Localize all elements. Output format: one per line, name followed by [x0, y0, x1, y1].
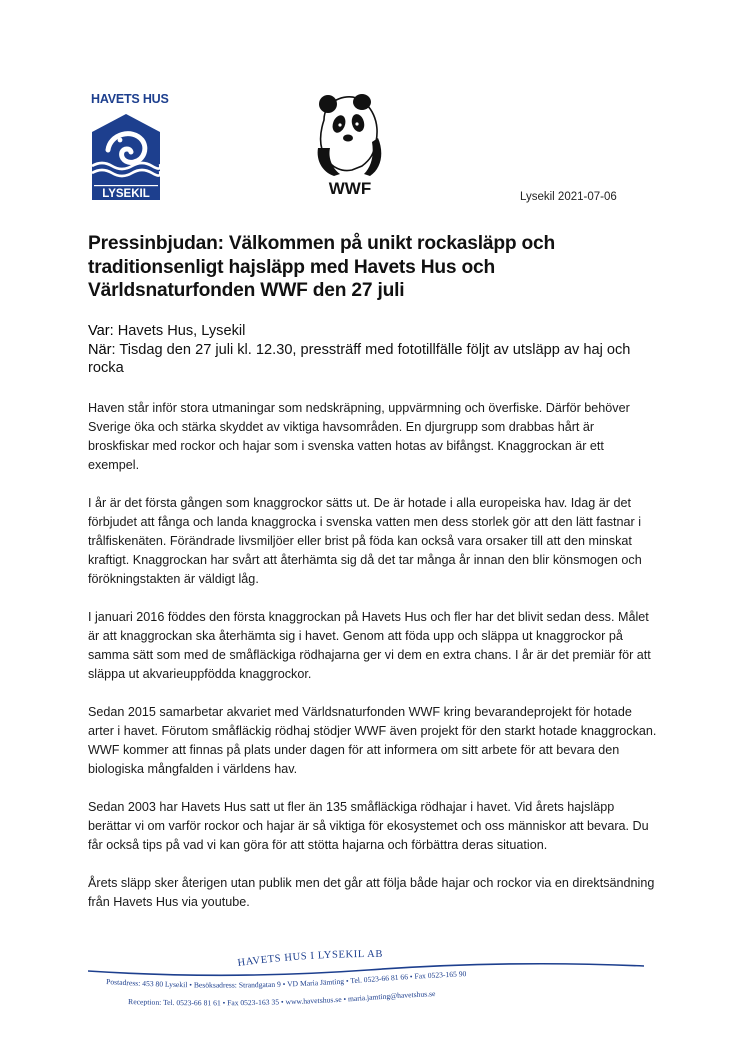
location-label: Var:: [88, 323, 114, 339]
body-paragraph: Sedan 2003 har Havets Hus satt ut fler än 135 småfläckiga rödhajar i havet. Vid årets hajsläpp berättar vi om varför rockor och hajar är så viktiga för ekosystemet och oss människor att bevara. Du får också tips på vad vi kan göra för att stötta hajarna och förbättra deras situation.: [88, 800, 649, 852]
press-body: [88, 399, 658, 931]
body-paragraph: Årets släpp sker återigen utan publik men det går att följa både hajar och rockor via en direktsändning från Havets Hus via youtube.: [88, 876, 655, 909]
time-label: När: [88, 341, 112, 358]
event-location: [88, 322, 658, 341]
body-paragraph: I år är det första gången som knaggrockor sätts ut. De är hotade i alla europeiska hav. Idag är det förbjudet att fånga och landa knaggrocka i svenska vatten men dess storlek gör att den lätt fastnar i trålfiskenäten. Förändrade livsmiljöer eller brist på föda kan också vara orsaker till att den minskat kraftigt. Knaggrockan har svårt att återhämta sig då det tar många år innan den blir könsmogen och förökningstakten är väldigt låg.: [88, 496, 642, 586]
press-title: Pressinbjudan: Välkommen på unikt rockasläpp och traditionsenligt hajsläpp med Havets Hus och Världsnaturfonden WWF den 27 juli: [88, 233, 556, 301]
havets-hus-logo-text: HAVETS HUS: [91, 92, 169, 106]
wwf-panda-logo: [312, 90, 390, 200]
footer-company: HAVETS HUS I LYSEKIL AB: [236, 948, 384, 969]
document-date: Lysekil 2021-07-06: [520, 191, 617, 203]
footer-address-line: Postadress: 453 80 Lysekil • Besöksadress: Strandgatan 9 • VD Maria Jämting • Tel. 0523-66 81 66 • Fax 0523-165 90: [105, 969, 467, 990]
body-paragraph: Sedan 2015 samarbetar akvariet med Världsnaturfonden WWF kring bevarandeprojekt för hotade arter i havet. Förutom småfläckig rödhaj stödjer WWF även projekt för den starkt hotade knaggrockan. WWF kommer att finnas på plats under dagen för att informera om sitt arbete för att bevara den biologiska mångfalden i världens hav.: [88, 705, 657, 776]
havets-hus-logo-bottom-text: LYSEKIL: [102, 188, 150, 200]
footer-graphic: [88, 944, 644, 1014]
location-value: Havets Hus, Lysekil: [113, 323, 246, 339]
body-paragraph: Haven står inför stora utmaningar som nedskräpning, uppvärmning och överfiske. Därför behöver Sverige öka och stärka skyddet av viktiga havsområden. En djurgrupp som drabbas hårt är broskfiskar med rockor och hajar som i svenska vatten hotas av bifångst. Knaggrockan är ett exempel.: [88, 401, 630, 472]
time-value: : Tisdag den 27 juli kl. 12.30, pressträff med fototillfälle följt av utsläpp av haj och rocka: [88, 341, 631, 376]
havets-hus-emblem-icon: [88, 110, 164, 200]
letterhead-footer: [88, 944, 644, 1014]
wwf-logo-text: WWF: [328, 179, 372, 198]
footer-contact-line: Reception: Tel. 0523-66 81 61 • Fax 0523-163 35 • www.havetshus.se • maria.jamting@havetshus.se: [127, 989, 436, 1008]
havets-hus-logo: [88, 92, 170, 200]
event-time: [88, 341, 658, 378]
event-details: [88, 322, 658, 378]
body-paragraph: I januari 2016 föddes den första knaggrockan på Havets Hus och fler har det blivit sedan dess. Målet är att knaggrockan ska återhämta sig i havet. Genom att föda upp och släppa ut knaggrockor på samma sätt som med de småfläckiga rödhajarna ger vi dem en extra chans. I år är det premiär för att släppa ut akvarieuppfödda knaggrockor.: [88, 610, 651, 681]
